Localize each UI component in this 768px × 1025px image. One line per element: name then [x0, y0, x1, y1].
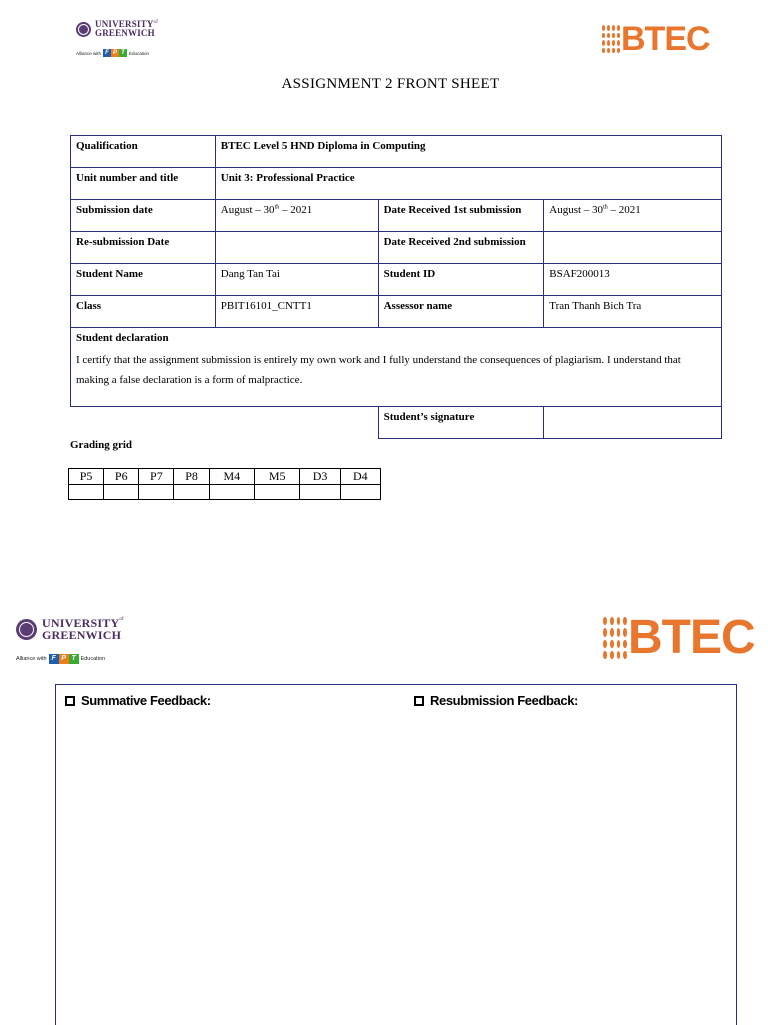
summative-feedback-label: Summative Feedback:	[81, 693, 211, 708]
table-row	[71, 168, 722, 200]
submission-date-value: August – 30th – 2021	[215, 200, 378, 232]
signature-label: Student’s signature	[378, 407, 544, 439]
university-seal-icon	[16, 619, 37, 640]
fpt-letter-p: P	[59, 654, 69, 664]
submission-date-label: Submission date	[71, 200, 216, 232]
feedback-box	[55, 684, 737, 1025]
grade-cell[interactable]	[340, 485, 380, 500]
fpt-letter-p: P	[113, 50, 118, 56]
fpt-logo	[49, 654, 79, 664]
unit-label: Unit number and title	[71, 168, 216, 200]
btec-wordmark: BTEC	[621, 20, 710, 58]
front-sheet-table	[70, 135, 722, 439]
grading-header-row	[69, 469, 381, 485]
student-name-label: Student Name	[71, 264, 216, 296]
date-received-1-label: Date Received 1st submission	[378, 200, 544, 232]
student-declaration-cell	[71, 328, 722, 407]
university-of: of	[119, 617, 124, 622]
fpt-logo	[103, 49, 127, 57]
grade-m5: M5	[255, 469, 300, 485]
date-received-2-value[interactable]	[544, 232, 722, 264]
resubmission-feedback-label: Resubmission Feedback:	[430, 693, 578, 708]
grade-m4: M4	[209, 469, 254, 485]
university-seal-icon	[76, 22, 91, 37]
grading-grid-label: Grading grid	[70, 439, 133, 451]
table-row	[71, 232, 722, 264]
university-logo	[76, 20, 158, 38]
qualification-value: BTEC Level 5 HND Diploma in Computing	[215, 136, 721, 168]
declaration-label: Student declaration	[76, 332, 169, 344]
btec-dots-icon	[603, 617, 627, 659]
date-received-2-label: Date Received 2nd submission	[378, 232, 544, 264]
grade-p8: P8	[174, 469, 209, 485]
signature-value[interactable]	[544, 407, 722, 439]
grading-value-row	[69, 485, 381, 500]
checkbox-icon[interactable]	[414, 696, 424, 706]
qualification-label: Qualification	[71, 136, 216, 168]
resubmission-date-label: Re-submission Date	[71, 232, 216, 264]
student-id-value: BSAF200013	[544, 264, 722, 296]
btec-wordmark: BTEC	[628, 611, 755, 664]
grade-cell[interactable]	[174, 485, 209, 500]
table-row	[71, 200, 722, 232]
student-id-label: Student ID	[378, 264, 544, 296]
alliance-line	[76, 49, 149, 57]
university-name-line2: GREENWICH	[42, 628, 122, 642]
signature-blank-cell	[71, 407, 379, 439]
checkbox-icon[interactable]	[65, 696, 75, 706]
grade-d4: D4	[340, 469, 380, 485]
alliance-prefix: Alliance with	[16, 656, 47, 662]
alliance-suffix: Education	[80, 656, 106, 662]
university-logo-page2	[16, 617, 124, 641]
grade-cell[interactable]	[69, 485, 104, 500]
declaration-text: I certify that the assignment submission is entirely my own work and I fully understand the consequences of plagiarism. I understand that making a false declaration is a form of malpractice.	[76, 354, 681, 386]
btec-dots-icon	[602, 25, 620, 53]
table-row	[71, 328, 722, 407]
grading-grid-table	[68, 468, 381, 500]
table-row	[71, 264, 722, 296]
grade-cell[interactable]	[300, 485, 340, 500]
grade-cell[interactable]	[139, 485, 174, 500]
class-label: Class	[71, 296, 216, 328]
table-row	[71, 136, 722, 168]
fpt-letter-t: T	[69, 654, 79, 664]
grade-p6: P6	[104, 469, 139, 485]
page-title: ASSIGNMENT 2 FRONT SHEET	[281, 76, 500, 92]
resubmission-date-value[interactable]	[215, 232, 378, 264]
alliance-suffix: Education	[129, 50, 150, 56]
grade-p7: P7	[139, 469, 174, 485]
table-row	[71, 407, 722, 439]
date-received-1-value: August – 30th – 2021	[544, 200, 722, 232]
btec-logo	[602, 22, 710, 56]
class-value: PBIT16101_CNTT1	[215, 296, 378, 328]
fpt-letter-t: T	[119, 49, 127, 57]
unit-value: Unit 3: Professional Practice	[215, 168, 721, 200]
grade-cell[interactable]	[104, 485, 139, 500]
grade-p5: P5	[69, 469, 104, 485]
student-name-value: Dang Tan Tai	[215, 264, 378, 296]
grade-cell[interactable]	[255, 485, 300, 500]
assessor-value: Tran Thanh Bich Tra	[544, 296, 722, 328]
alliance-line-page2	[16, 654, 105, 664]
fpt-letter-f: F	[49, 654, 59, 664]
table-row	[71, 296, 722, 328]
btec-logo-page2	[603, 611, 755, 664]
fpt-letter-f: F	[103, 49, 111, 57]
grade-cell[interactable]	[209, 485, 254, 500]
summative-feedback-heading[interactable]	[65, 693, 211, 708]
alliance-prefix: Alliance with	[76, 50, 102, 56]
university-name-line1: UNIVERSITY	[42, 616, 120, 630]
resubmission-feedback-heading[interactable]	[414, 693, 578, 708]
assessor-label: Assessor name	[378, 296, 544, 328]
university-name-line1: UNIVERSITY	[95, 19, 154, 29]
grade-d3: D3	[300, 469, 340, 485]
university-of: of	[153, 20, 159, 25]
university-name-line2: GREENWICH	[95, 28, 155, 38]
